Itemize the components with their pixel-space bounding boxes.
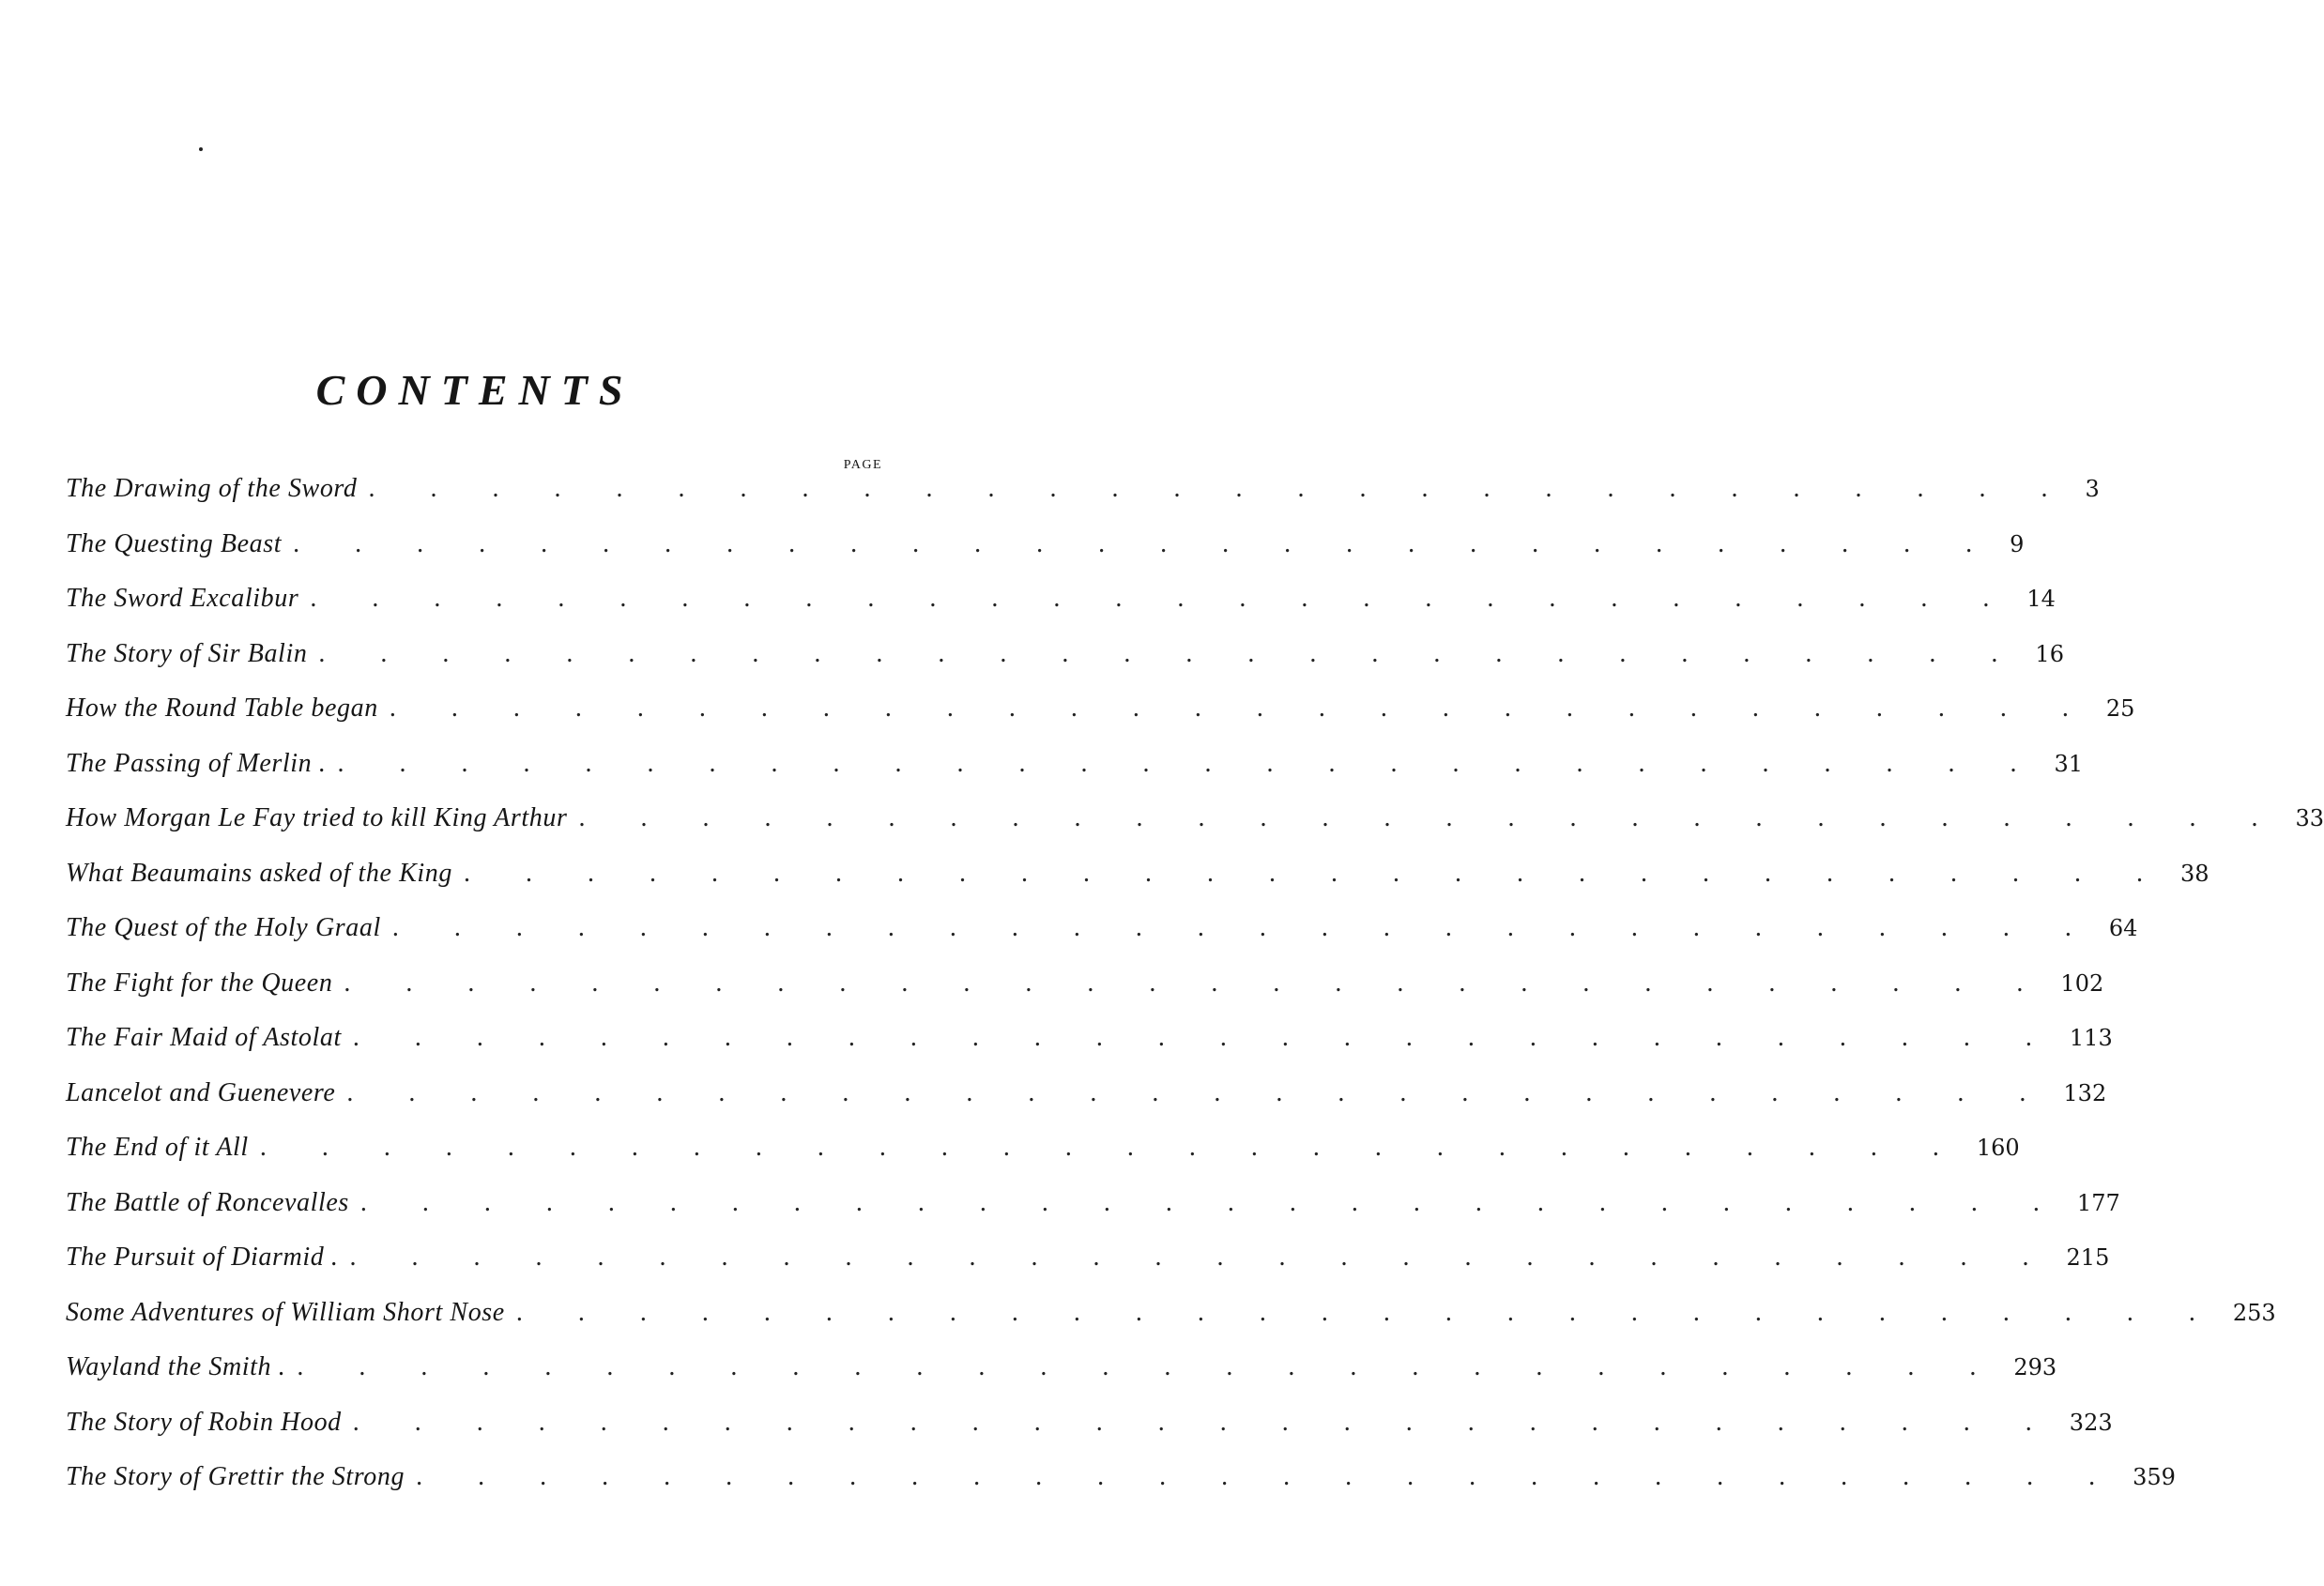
dot-leader: . . . . . . . . . . . . . . . . . . . . . . . . . . . . (416, 1462, 2120, 1491)
dot-leader: . . . . . . . . . . . . . . . . . . . . . . . . . . . . (337, 748, 2041, 778)
toc-entry-title: The End of it All (66, 1133, 249, 1162)
toc-entry (66, 803, 2324, 859)
toc-entry-title: The Story of Robin Hood (66, 1407, 342, 1437)
toc-entry-page-number: 14 (2026, 586, 2056, 612)
toc-entry-title: How the Round Table began (66, 694, 378, 723)
toc-entry-title: The Battle of Roncevalles (66, 1187, 349, 1217)
toc-entry-title: The Quest of the Holy Graal (66, 913, 381, 942)
dot-leader: . . . . . . . . . . . . . . . . . . . . . . . . . . . . (310, 584, 2014, 613)
dot-leader: . . . . . . . . . . . . . . . . . . . . . . . . . . . . (389, 694, 2093, 723)
toc-entry (66, 1297, 2276, 1353)
toc-entry-title: The Story of Sir Balin (66, 638, 308, 668)
toc-entry (66, 1077, 2107, 1134)
toc-entry (66, 474, 2100, 529)
dot-leader: . . . . . . . . . . . . . . . . . . . . . . . . . . . . (391, 913, 2096, 942)
toc-entry (66, 748, 2084, 804)
toc-entry-title: The Pursuit of Diarmid . (66, 1243, 339, 1272)
toc-entry-page-number: 38 (2179, 860, 2209, 887)
dot-leader: . . . . . . . . . . . . . . . . . . . . . . . . . . . . (293, 528, 1997, 558)
toc-entry-title: Some Adventures of William Short Nose (66, 1297, 505, 1327)
toc-entry-title: Wayland the Smith . (66, 1352, 286, 1381)
toc-entry-page-number: 160 (1976, 1135, 2020, 1161)
toc-entry-page-number: 323 (2069, 1409, 2113, 1436)
toc-entry-title: The Fair Maid of Astolat (66, 1023, 342, 1052)
toc-entry-page-number: 9 (2010, 530, 2025, 557)
toc-entry (66, 1352, 2057, 1408)
toc-entry-title: The Questing Beast (66, 528, 283, 558)
dot-leader: . . . . . . . . . . . . . . . . . . . . . . . . . . . . (368, 474, 2072, 503)
toc-entry-page-number: 16 (2035, 640, 2064, 667)
toc-entry-page-number: 132 (2063, 1079, 2107, 1106)
toc-entry (66, 968, 2104, 1024)
toc-entry (66, 1407, 2113, 1463)
dot-leader: . . . . . . . . . . . . . . . . . . . . . . . . . . . . (515, 1297, 2220, 1327)
toc-entry-page-number: 113 (2069, 1025, 2113, 1051)
toc-entry-page-number: 253 (2232, 1299, 2276, 1326)
table-of-contents (66, 474, 2324, 1517)
toc-entry (66, 694, 2135, 749)
toc-entry-title: The Story of Grettir the Strong (66, 1462, 405, 1491)
toc-entry-page-number: 359 (2133, 1464, 2176, 1490)
toc-entry-title: The Sword Excalibur (66, 584, 299, 613)
toc-entry-page-number: 102 (2060, 969, 2104, 997)
toc-entry (66, 1243, 2110, 1298)
toc-entry (66, 858, 2209, 914)
toc-entry-title: The Fight for the Queen (66, 968, 333, 998)
toc-entry-page-number: 31 (2054, 750, 2084, 777)
dot-leader: . . . . . . . . . . . . . . . . . . . . . . . . . . . . (578, 803, 2283, 832)
toc-entry (66, 528, 2025, 585)
toc-entry (66, 1133, 2020, 1188)
toc-entry (66, 584, 2056, 639)
toc-entry-page-number: 33 (2295, 805, 2324, 831)
dot-leader: . . . . . . . . . . . . . . . . . . . . . . . . . . . . (318, 638, 2023, 668)
dot-leader: . . . . . . . . . . . . . . . . . . . . . . . . . . . . (344, 968, 2048, 998)
toc-entry (66, 638, 2064, 694)
toc-entry-page-number: 293 (2013, 1354, 2057, 1380)
page-title: CONTENTS (315, 365, 635, 414)
ink-speck (199, 147, 203, 151)
dot-leader: . . . . . . . . . . . . . . . . . . . . . . . . . . . . (352, 1407, 2056, 1437)
toc-entry (66, 1187, 2120, 1243)
dot-leader: . . . . . . . . . . . . . . . . . . . . . . . . . . . . (463, 858, 2167, 888)
toc-entry (66, 1023, 2113, 1078)
toc-entry-page-number: 64 (2108, 915, 2138, 941)
dot-leader: . . . . . . . . . . . . . . . . . . . . . . . . . . . . (259, 1133, 1964, 1162)
toc-entry-page-number: 3 (2085, 476, 2100, 502)
toc-entry-page-number: 215 (2066, 1244, 2110, 1271)
toc-entry-title: What Beaumains asked of the King (66, 858, 452, 888)
dot-leader: . . . . . . . . . . . . . . . . . . . . . . . . . . . . (352, 1023, 2056, 1052)
toc-entry-title: Lancelot and Guenevere (66, 1077, 336, 1107)
dot-leader: . . . . . . . . . . . . . . . . . . . . . . . . . . . . (346, 1077, 2051, 1107)
toc-entry-title: The Passing of Merlin . (66, 748, 327, 778)
dot-leader: . . . . . . . . . . . . . . . . . . . . . . . . . . . . (349, 1243, 2054, 1272)
toc-entry-title: The Drawing of the Sword (66, 474, 358, 503)
toc-entry-page-number: 25 (2105, 695, 2135, 722)
toc-entry-title: How Morgan Le Fay tried to kill King Arthur (66, 803, 568, 832)
dot-leader: . . . . . . . . . . . . . . . . . . . . . . . . . . . . (297, 1352, 2001, 1381)
page-column-label: PAGE (843, 458, 882, 472)
toc-entry (66, 1462, 2176, 1517)
toc-entry (66, 913, 2138, 968)
toc-entry-page-number: 177 (2076, 1189, 2120, 1216)
dot-leader: . . . . . . . . . . . . . . . . . . . . . . . . . . . . (359, 1187, 2064, 1217)
